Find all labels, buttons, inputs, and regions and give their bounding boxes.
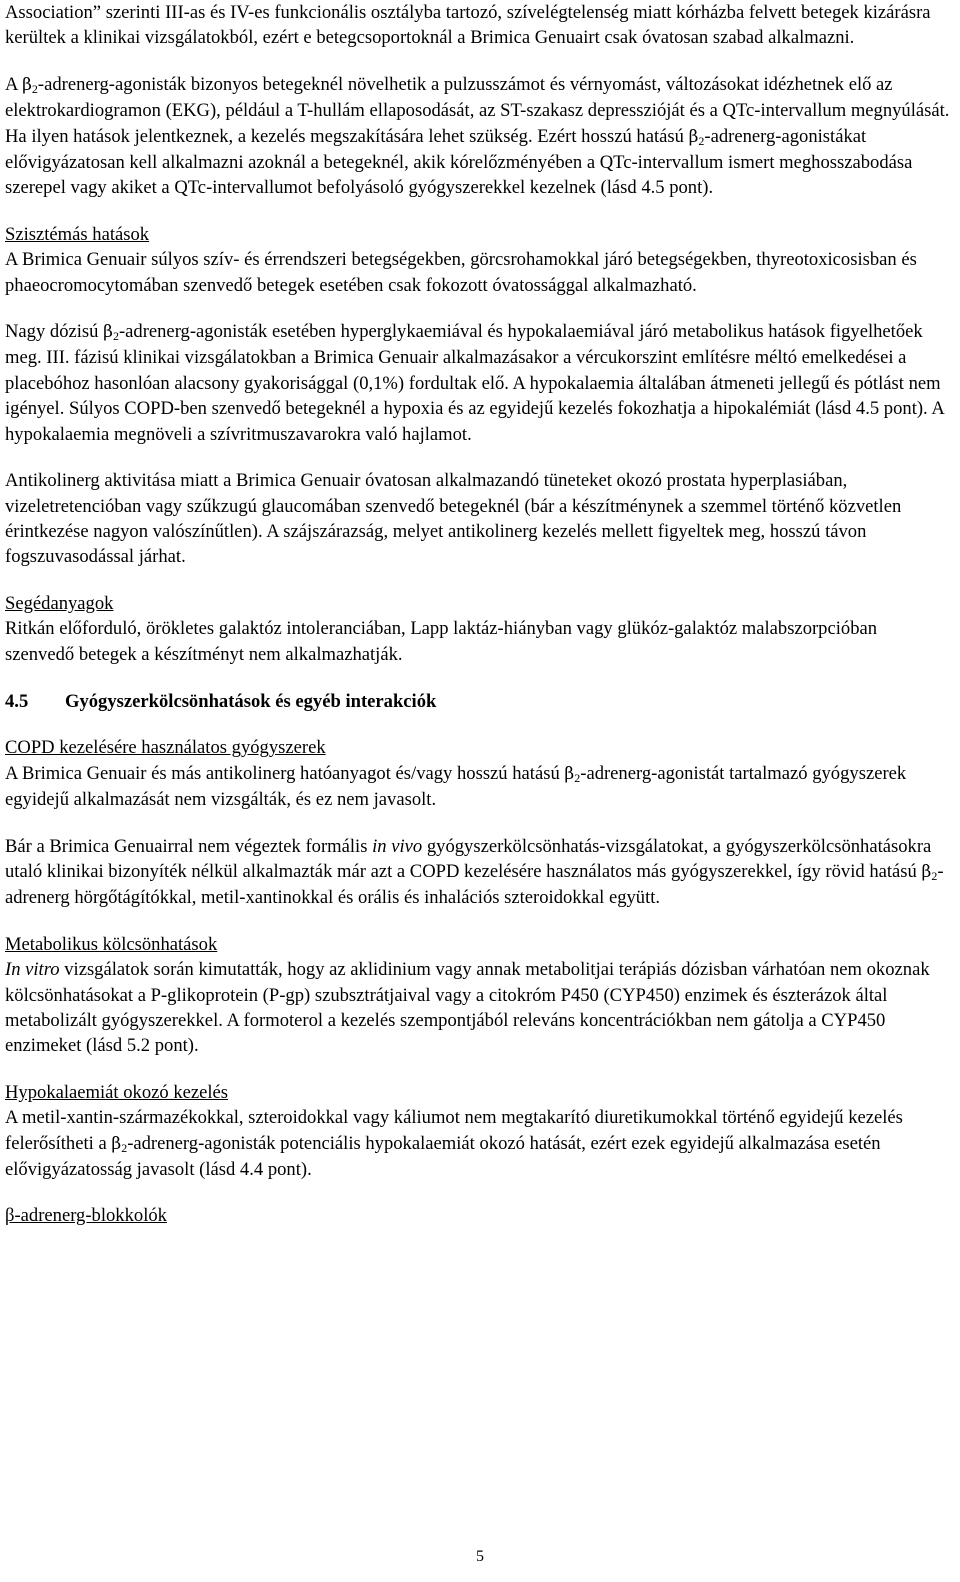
section-heading-4-5	[5, 689, 950, 714]
paragraph-metabolic-effects: Nagy dózisú $\beta_2-adrenerg$-agonisták esetében hyperglykaemiával és hypokalaemiával járó metabolikus hatások figyelhetőek meg. III. fázisú klinikai vizsgálatokban a Brimica Genuair alkalmazásakor a vércukorszint említésre méltó emelkedései a placebóhoz hasonlóan alacsony gyakorisággal (0,1%) fordultak elő. A hypokalaemia általában átmeneti jellegű és pótlást nem igényel. Súlyos COPD-ben szenvedő betegeknél a hypoxia és az egyidejű kezelés fokozhatja a hipokalémiát (lásd 4.5 pont). A hypokalaemia megnöveli a szívritmuszavarokra való hajlamot.	[5, 321, 944, 445]
beta-symbol: β	[921, 861, 932, 882]
beta-symbol: β	[22, 74, 32, 95]
paragraph-in-vitro: In vitro vizsgálatok során kimutatták, hogy az aklidinium vagy annak metabolitjai terápiás dózisban várhatóan nem okoznak kölcsönhatásokat a P-glikoprotein (P-gp) szubsztrátjaival vagy a citokróm P450 (CYP450) enzimek és észterázok által metabolizált gyógyszerekkel. A formoterol a kezelés szempontjából releváns koncentrációkban nem gátolja a CYP450 enzimeket (lásd 5.2 pont).	[5, 959, 930, 1057]
beta-symbol: β	[688, 126, 699, 147]
heading-hypokalaemia: Hypokalaemiát okozó kezelés	[5, 1081, 229, 1103]
heading-beta-blockers: β-adrenerg-blokkolók	[5, 1205, 167, 1227]
beta-symbol: β	[103, 322, 113, 343]
beta-symbol: β	[564, 763, 575, 784]
paragraph-copd-combination: A Brimica Genuair és más antikolinerg hatóanyagot és/vagy hosszú hatású $\beta_2-adrenerg$-agonistát tartalmazó gyógyszerek egyidejű alkalmazását nem vizsgálták, és ez nem javasolt.	[5, 762, 907, 811]
heading-metabolic-interactions: Metabolikus kölcsönhatások	[5, 933, 218, 955]
section-number: 4.5	[5, 690, 29, 712]
heading-systemic-effects: Szisztémás hatások	[5, 223, 150, 245]
section-title: Gyógyszerkölcsönhatások és egyéb interakciók	[65, 690, 437, 712]
document-page	[5, 0, 950, 1229]
paragraph-systemic: A Brimica Genuair súlyos szív- és érrendszeri betegségekben, görcsrohamokkal járó betegségekben, thyreotoxicosisban és phaeocromocytomában szenvedő betegek esetében csak fokozott óvatossággal alkalmazható.	[5, 249, 917, 296]
paragraph-anticholinergic: Antikolinerg aktivitása miatt a Brimica Genuair óvatosan alkalmazandó tüneteket okozó prostata hyperplasiában, vizeletretencióban vagy szűkzugú glaucomában szenvedő betegeknél (bár a készítménynek a szemmel történő közvetlen érintkezése nagyon valószínűtlen). A szájszárazság, melyet antikolinerg kezelés mellett figyeltek meg, hosszú távon fogszuvasodással járhat.	[5, 470, 902, 568]
paragraph-excipients: Ritkán előforduló, örökletes galaktóz intoleranciában, Lapp laktáz-hiányban vagy glükóz-galaktóz malabszorpcióban szenvedő betegek a készítményt nem alkalmazhatják.	[5, 618, 878, 665]
paragraph-in-vivo: Bár a Brimica Genuairral nem végeztek formális in vivo gyógyszerkölcsönhatás-vizsgálatokat, a gyógyszerkölcsönhatásokra utaló klinikai bizonyíték nélkül alkalmazták már azt a COPD kezelésére használatos más gyógyszerekkel, így rövid hatású $\beta_2$-adrenerg hörgőtágítókkal, metil-xantinokkal és orális és inhalációs szteroidokkal együtt.	[5, 835, 944, 909]
page-number: 5	[476, 1548, 484, 1565]
paragraph-beta2-ecg: A $\beta_2-adrenerg$-agonisták bizonyos betegeknél növelhetik a pulzusszámot és vérnyomást, változásokat idézhetnek elő az elektrokardiogramon (EKG), például a T-hullám ellaposodását, az ST-szakasz depresszióját és a QTc-intervallum megnyúlását. Ha ilyen hatások jelentkeznek, a kezelés megszakítására lehet szükség. Ezért hosszú hatású $\beta_2-adrenerg$-agonistákat elővigyázatosan kell alkalmazni azoknál a betegeknél, akik kórelőzményében a QTc-intervallum ismert meghosszabodása szerepel vagy akiket a QTc-intervallumot befolyásoló gyógyszerekkel kezelnek (lásd 4.5 pont).	[5, 73, 950, 199]
paragraph-hypokalaemia: A metil-xantin-származékokkal, szteroidokkal vagy káliumot nem megtakarító diuretikumokkal történő egyidejű kezelés felerősítheti a $\beta_2-adrenerg$-agonisták potenciális hypokalaemiát okozó hatását, ezért ezek egyidejű alkalmazása esetén elővigyázatosság javasolt (lásd 4.4 pont).	[5, 1107, 903, 1181]
paragraph-heart-failure: Association” szerinti III-as és IV-es funkcionális osztályba tartozó, szívelégtelenség miatt kórházba felvett betegek kizárásra kerültek a klinikai vizsgálatokból, ezért e betegcsoportoknál a Brimica Genuairt csak óvatosan szabad alkalmazni.	[5, 2, 931, 49]
heading-copd-drugs: COPD kezelésére használatos gyógyszerek	[5, 737, 326, 759]
heading-excipients: Segédanyagok	[5, 592, 114, 614]
beta-symbol: β	[111, 1133, 122, 1154]
